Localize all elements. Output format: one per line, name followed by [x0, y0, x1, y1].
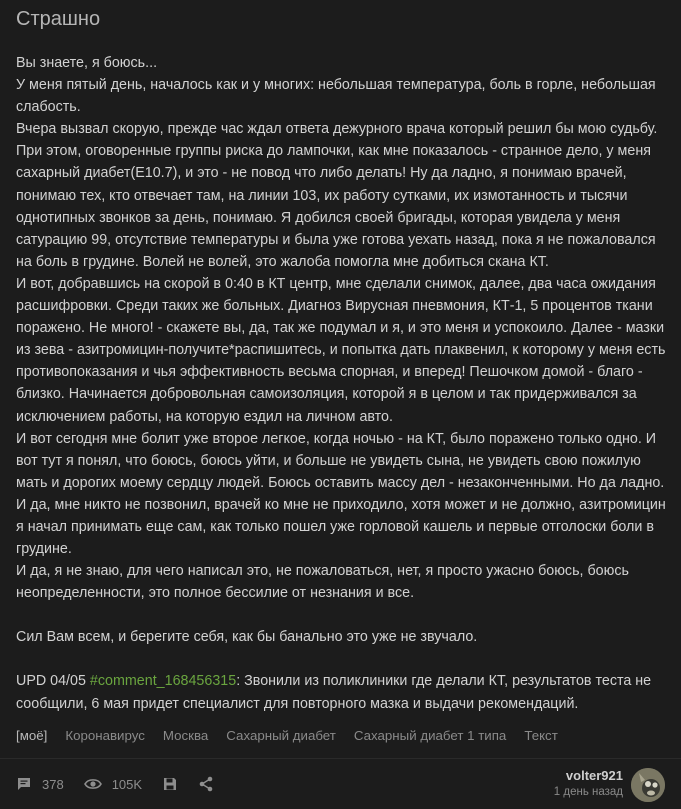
- post-line: И да, я не знаю, для чего написал это, не пожаловаться, нет, я просто ужасно боюсь, боюсь: [16, 563, 629, 580]
- post-line: расшифровки. Среди таких же больных. Диагноз Вирусная пневмония, КТ-1, 5 процентов ткани: [16, 298, 653, 315]
- post-line: сахарный диабет(E10.7), и это - не повод что либо делать! Ну да ладно, я понимаю врачей,: [16, 165, 627, 182]
- post-line: мать и дорогих моему сердцу людей. Боюсь оставить массу дел - незаконченными. Но да ладно.: [16, 474, 665, 491]
- post-content: [16, 52, 668, 715]
- post-line: вот тут я понял, что боюсь, боюсь уйти, и больше не увидеть сына, не увидеть свою пожилую: [16, 452, 641, 469]
- tag-mine[interactable]: [моё]: [16, 728, 48, 743]
- post-time: 1 день назад: [553, 786, 623, 798]
- post-line: Вчера вызвал скорую, прежде час ждал ответа дежурного врача который решил бы мою судьбу.: [16, 121, 658, 138]
- share-button[interactable]: [198, 776, 214, 792]
- tag-text[interactable]: Текст: [524, 728, 558, 743]
- comments-count: 378: [42, 776, 64, 792]
- post-line: на боль в грудине. Волей не волей, это жалоба помогла мне добиться скана КТ.: [16, 253, 549, 270]
- post-line: близко. Начинается добровольная самоизоляция, которой я в целом и так придерживался за: [16, 386, 637, 403]
- tag-coronavirus[interactable]: Коронавирус: [65, 728, 145, 743]
- eye-icon: [84, 777, 102, 791]
- save-button[interactable]: [162, 776, 178, 792]
- update-prefix: UPD 04/05: [16, 673, 90, 690]
- avatar[interactable]: [631, 768, 665, 802]
- share-icon: [198, 776, 214, 792]
- comment-link[interactable]: #comment_168456315: [89, 673, 237, 690]
- views-counter: [84, 777, 142, 792]
- post-title[interactable]: Страшно: [16, 8, 101, 30]
- post-line: Вы знаете, я боюсь...: [16, 55, 158, 71]
- post-line: исключением работы, на которую ездил на личном авто.: [16, 408, 393, 425]
- paragraph-gap: [16, 604, 668, 626]
- post-line: грудине.: [16, 541, 72, 558]
- views-count: 105K: [111, 776, 143, 792]
- post-line: У меня пятый день, началось как и у многих: небольшая температура, боль в горле, небольшая: [16, 77, 656, 94]
- post-line: однотипных звонков за день, понимаю. Я добился своей бригады, которая увидела у меня: [16, 209, 621, 226]
- post-line: я начал принимать еще сам, как только пошел уже горловой кашель и первые отголоски боли в: [16, 518, 654, 535]
- tag-moscow[interactable]: Москва: [162, 728, 209, 743]
- post-line: неопределенности, это полное бессилие от незнания и все.: [16, 585, 415, 602]
- post-line: И да, мне никто не позвонил, врачей ко мне не приходило, хотя может и не должно, азитромицин: [16, 496, 666, 513]
- footer-divider: [0, 758, 681, 759]
- post-footer: [16, 776, 234, 792]
- tag-diabetes-type-1[interactable]: Сахарный диабет 1 типа: [353, 728, 507, 743]
- post-line: И вот сегодня мне болит уже второе легкое, когда ночью - на КТ, было поражено только одно. И: [16, 430, 657, 447]
- update-line: [16, 670, 668, 692]
- save-icon: [162, 776, 178, 792]
- post-line: поражено. Не много! - скажете вы, да, так же подумал и я, и это меня и успокоило. Далее - мазки: [16, 320, 665, 337]
- author-block: [554, 768, 623, 798]
- comments-button[interactable]: [16, 776, 64, 792]
- post-line: понимаю тех, кто отвечает там, на линии 103, их работу сутками, их измотанность и тысячи: [16, 187, 628, 204]
- tag-list: [16, 728, 576, 743]
- comment-icon: [16, 776, 32, 792]
- avatar-image-icon: [631, 768, 665, 802]
- post-line: сатурацию 99, отсутствие температуры и была уже готова уехать назад, пока я не пожаловался: [16, 231, 656, 248]
- update-text: : Звонили из поликлиники где делали КТ, результатов теста не: [236, 673, 652, 690]
- closing-line: Сил Вам всем, и берегите себя, как бы банально это уже не звучало.: [16, 629, 478, 646]
- update-line: сообщили, 6 мая придет специалист для повторного мазка и выдачи рекомендаций.: [16, 695, 579, 712]
- paragraph-gap: [16, 648, 668, 670]
- post-line: И вот, добравшись на скорой в 0:40 в КТ центр, мне сделали снимок, далее, два часа ожидания: [16, 275, 656, 292]
- author-name[interactable]: volter921: [565, 768, 623, 783]
- post-line: При этом, оговоренные группы риска до лампочки, как мне показалось - странное дело, у меня: [16, 143, 651, 160]
- post-line: слабость.: [16, 99, 81, 116]
- post-line: противопоказания и чья эффективность весьма спорная, и вперед! Пешочком домой - благо -: [16, 364, 643, 381]
- post-line: из зева - азитромицин-получите*распишитесь, и попытка дать плаквенил, к которому у меня есть: [16, 342, 666, 359]
- tag-diabetes[interactable]: Сахарный диабет: [226, 728, 336, 743]
